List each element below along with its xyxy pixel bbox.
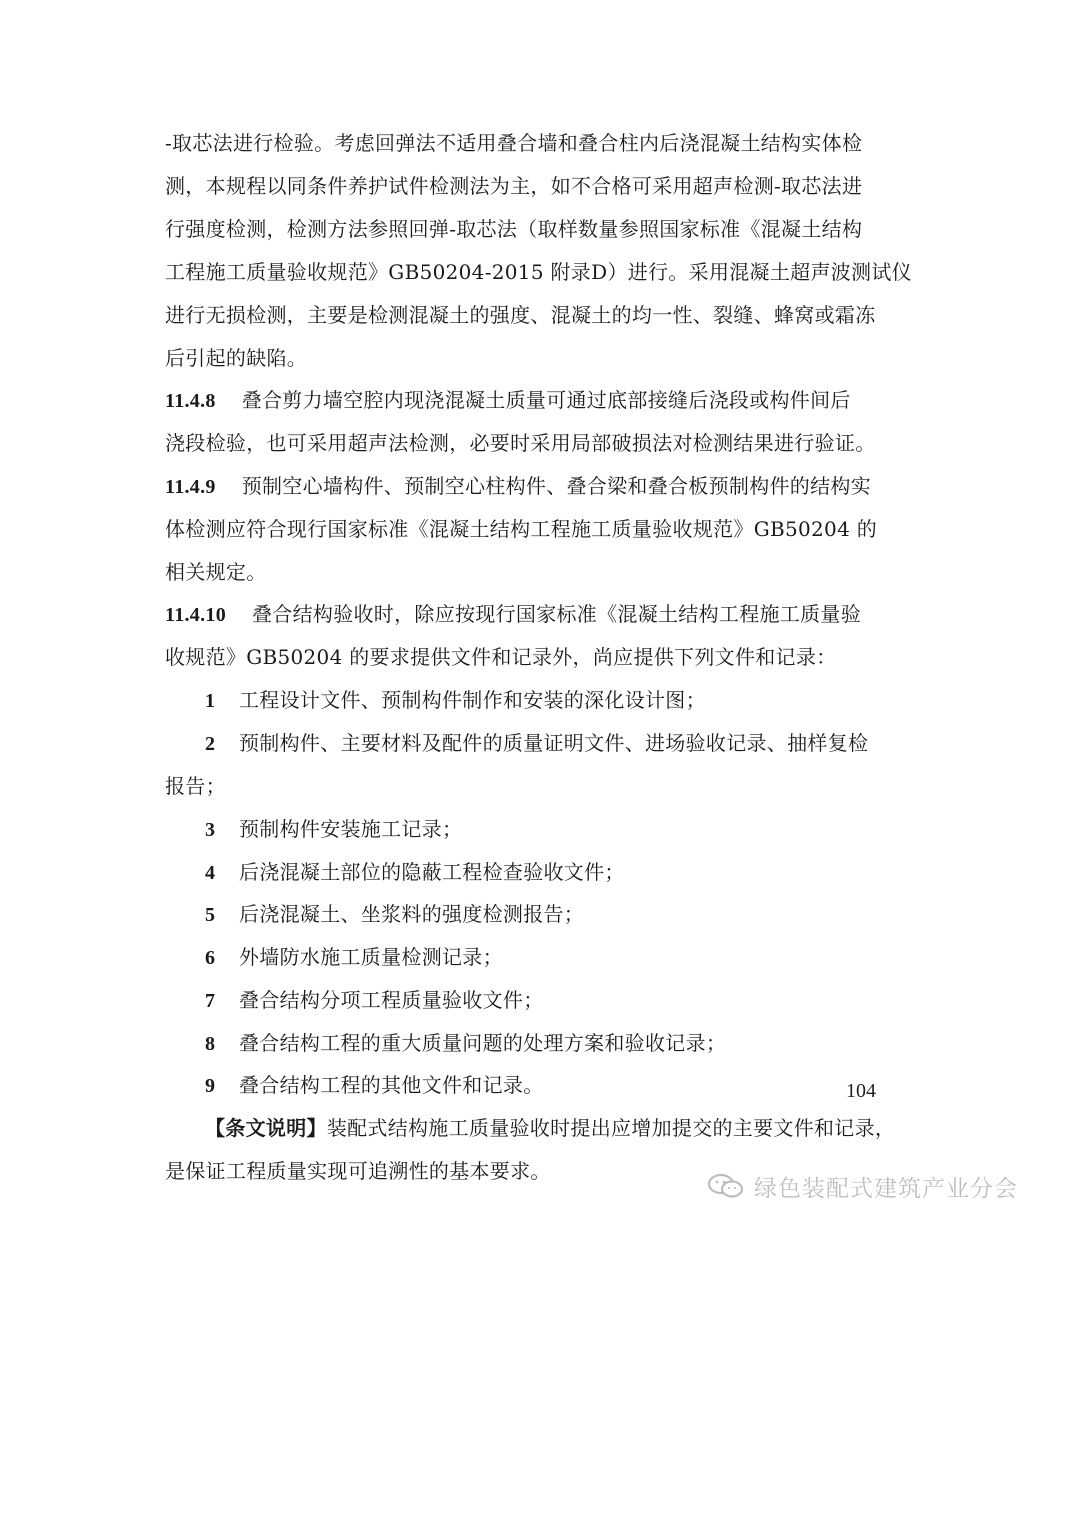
list-item-number: 9 xyxy=(205,1075,216,1097)
clause-number: 11.4.8 xyxy=(165,390,216,412)
list-item xyxy=(165,814,462,845)
clause-explanation xyxy=(165,1113,895,1143)
list-item xyxy=(165,985,544,1016)
clause-text: 叠合结构验收时，除应按现行国家标准《混凝土结构工程施工质量验 xyxy=(252,602,861,626)
list-item-text: 叠合结构分项工程质量验收文件； xyxy=(239,988,544,1012)
list-item-number: 4 xyxy=(205,862,216,884)
watermark-text: 绿色装配式建筑产业分会 xyxy=(754,1175,1018,1202)
list-item-text: 后浇混凝土部位的隐蔽工程检查验收文件； xyxy=(239,860,625,884)
list-item-number: 7 xyxy=(205,990,216,1012)
list-item-text: 后浇混凝土、坐浆料的强度检测报告； xyxy=(239,902,585,926)
body-line-2: 测，本规程以同条件养护试件检测法为主，如不合格可采用超声检测-取芯法进 xyxy=(165,174,863,198)
body-line-4: 工程施工质量验收规范》GB50204-2015 附录D）进行。采用混凝土超声波测试仪 xyxy=(165,260,912,284)
list-item-number: 2 xyxy=(205,733,216,755)
list-item-text: 预制构件、主要材料及配件的质量证明文件、进场验收记录、抽样复检 xyxy=(239,731,869,755)
clause-11-4-10 xyxy=(165,599,861,630)
list-item-number: 6 xyxy=(205,947,216,969)
list-item xyxy=(165,685,706,716)
list-item xyxy=(165,942,503,973)
clause-number: 11.4.9 xyxy=(165,476,216,498)
clause-11-4-10-line-2: 收规范》GB50204 的要求提供文件和记录外，尚应提供下列文件和记录： xyxy=(165,645,837,669)
clause-text: 叠合剪力墙空腔内现浇混凝土质量可通过底部接缝后浇段或构件间后 xyxy=(241,388,851,412)
list-item-number: 8 xyxy=(205,1033,216,1055)
body-line-6: 后引起的缺陷。 xyxy=(165,346,308,370)
clause-number: 11.4.10 xyxy=(165,604,226,626)
list-item-text: 外墙防水施工质量检测记录； xyxy=(239,945,503,969)
list-item xyxy=(165,857,625,888)
list-item-text: 叠合结构工程的其他文件和记录。 xyxy=(239,1073,544,1097)
body-line-5: 进行无损检测，主要是检测混凝土的强度、混凝土的均一性、裂缝、蜂窝或霜冻 xyxy=(165,303,876,327)
list-item-text: 工程设计文件、预制构件制作和安装的深化设计图； xyxy=(239,688,706,712)
list-item xyxy=(165,899,584,930)
list-item-continuation: 报告； xyxy=(165,774,226,798)
list-item-text: 预制构件安装施工记录； xyxy=(239,817,463,841)
list-item-number: 3 xyxy=(205,819,216,841)
clause-11-4-9-line-3: 相关规定。 xyxy=(165,560,267,584)
body-line-3: 行强度检测，检测方法参照回弹-取芯法（取样数量参照国家标准《混凝土结构 xyxy=(165,217,863,241)
list-item-number: 1 xyxy=(205,690,216,712)
wechat-official-account-icon xyxy=(706,1171,746,1201)
page-number: 104 xyxy=(846,1080,876,1102)
list-item xyxy=(165,728,868,759)
clause-11-4-9-line-2: 体检测应符合现行国家标准《混凝土结构工程施工质量验收规范》GB50204 的 xyxy=(165,517,878,541)
list-item-number: 5 xyxy=(205,904,216,926)
list-item-text: 叠合结构工程的重大质量问题的处理方案和验收记录； xyxy=(239,1031,727,1055)
clause-11-4-9 xyxy=(165,471,871,502)
body-line-1: -取芯法进行检验。考虑回弹法不适用叠合墙和叠合柱内后浇混凝土结构实体检 xyxy=(165,131,863,155)
explanation-line-2: 是保证工程质量实现可追溯性的基本要求。 xyxy=(165,1159,551,1183)
explanation-text: 装配式结构施工质量验收时提出应增加提交的主要文件和记录， xyxy=(326,1116,896,1140)
list-item xyxy=(165,1028,726,1059)
explanation-label: 【条文说明】 xyxy=(205,1116,327,1140)
clause-text: 预制空心墙构件、预制空心柱构件、叠合梁和叠合板预制构件的结构实 xyxy=(241,474,872,498)
watermark xyxy=(706,1166,1018,1206)
list-item xyxy=(165,1070,544,1101)
clause-11-4-8-line-2: 浇段检验，也可采用超声法检测，必要时采用局部破损法对检测结果进行验证。 xyxy=(165,431,876,455)
clause-11-4-8 xyxy=(165,385,851,416)
